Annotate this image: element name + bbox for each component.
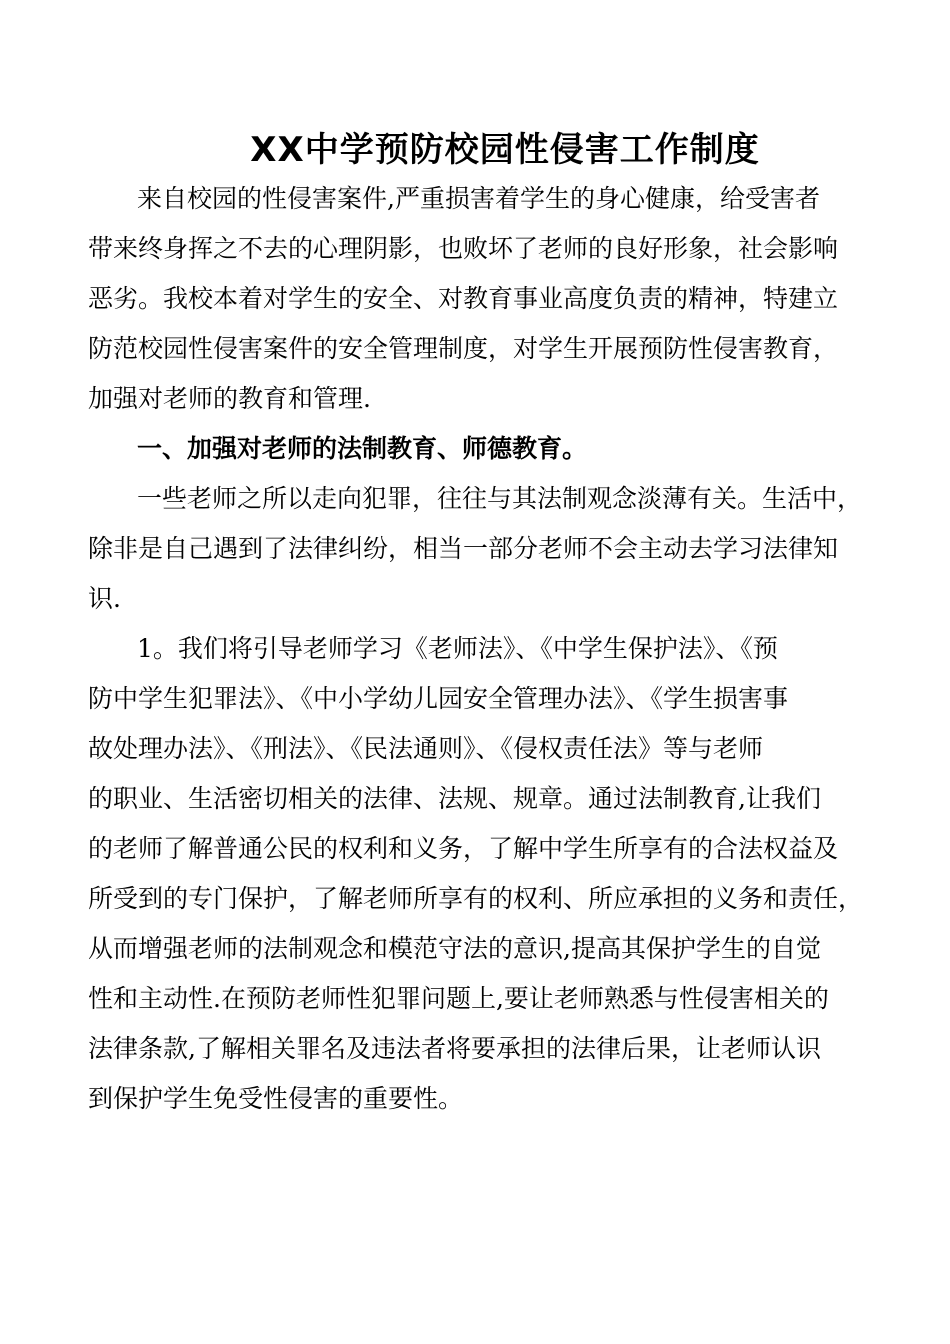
paragraph-line: 故处理办法》、《刑法》、《民法通则》、《侵权责任法》等与老师: [88, 734, 764, 763]
paragraph-line: 带来终身挥之不去的心理阴影，也败坏了老师的良好形象，社会影响: [88, 234, 839, 263]
paragraph-line: 的职业、生活密切相关的法律、法规、规章。通过法制教育,让我们: [88, 784, 821, 813]
paragraph-line: 来自校园的性侵害案件,严重损害着学生的身心健康，给受害者: [137, 184, 820, 213]
paragraph-line: 识.: [88, 584, 121, 613]
paragraph-line: 一些老师之所以走向犯罪，往往与其法制观念淡薄有关。生活中，: [137, 484, 863, 513]
paragraph-line: 从而增强老师的法制观念和模范守法的意识,提高其保护学生的自觉: [88, 934, 821, 963]
paragraph-line: 除非是自己遇到了法律纠纷，相当一部分老师不会主动去学习法律知: [88, 534, 839, 563]
paragraph-line: 性和主动性.在预防老师性犯罪问题上,要让老师熟悉与性侵害相关的: [88, 984, 829, 1013]
paragraph-line: 法律条款,了解相关罪名及违法者将要承担的法律后果，让老师认识: [88, 1034, 821, 1063]
paragraph-line: 恶劣。我校本着对学生的安全、对教育事业高度负责的精神，特建立: [88, 284, 839, 313]
document-title: XX中学预防校园性侵害工作制度: [250, 130, 760, 170]
paragraph-line: 加强对老师的教育和管理.: [88, 384, 371, 413]
paragraph-line: 所受到的专门保护，了解老师所享有的权利、所应承担的义务和责任，: [88, 884, 864, 913]
section-heading: 一、加强对老师的法制教育、师德教育。: [137, 434, 588, 463]
paragraph-line: 到保护学生免受性侵害的重要性。: [88, 1084, 464, 1113]
paragraph-line: 防中学生犯罪法》、《中小学幼儿园安全管理办法》、《学生损害事: [88, 684, 789, 713]
paragraph-line: 1。我们将引导老师学习《老师法》、《中学生保护法》、《预: [137, 634, 778, 663]
paragraph-line: 防范校园性侵害案件的安全管理制度，对学生开展预防性侵害教育，: [88, 334, 839, 363]
paragraph-line: 的老师了解普通公民的权利和义务，了解中学生所享有的合法权益及: [88, 834, 839, 863]
